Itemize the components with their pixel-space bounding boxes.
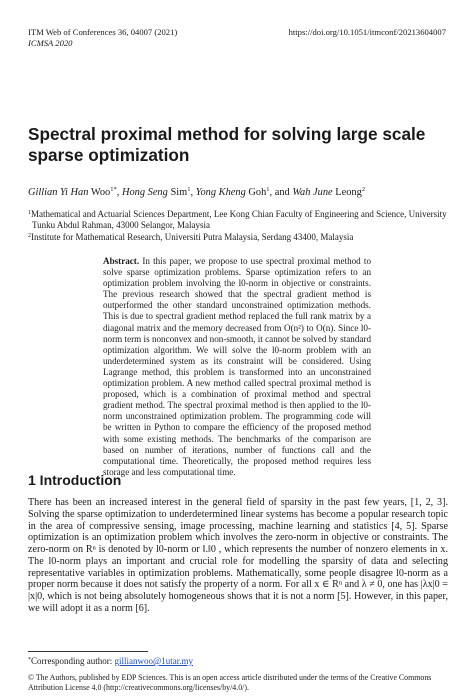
author-affiliation-mark: 2 xyxy=(361,186,366,193)
affiliations xyxy=(28,208,448,243)
author-first-name: Gillian Yi Han xyxy=(28,187,89,198)
affiliation-text: Institute for Mathematical Research, Universiti Putra Malaysia, Serdang 43400, Malaysia xyxy=(31,232,354,242)
license-notice: © The Authors, published by EDP Sciences. This is an open access article distributed under the terms of the Creative Commons Attribution License 4.0 (http://creativecommons.org/licenses/by/4.0/). xyxy=(28,673,432,692)
author-first-name: Hong Seng xyxy=(121,187,168,198)
author-separator: , and xyxy=(269,187,293,198)
author-list xyxy=(28,183,448,199)
author xyxy=(196,187,270,198)
author-last-name: Sim xyxy=(170,187,188,198)
author-first-name: Wah June xyxy=(292,187,333,198)
section-heading: 1 Introduction xyxy=(28,472,122,488)
running-header-left xyxy=(28,27,177,49)
affiliation-number: 1 xyxy=(28,210,31,216)
introduction-text: There has been an increased interest in the general field of sparsity in the past few years, [1, 2, 3]. Solving the sparse optimization to underdetermined linear systems has become a popular research topic in the area of compressive sensing, image processing, machine learning and statistics [4, 5]. Sparse optimization is an optimization problem which involves the zero-norm in objective or constraints. The zero-norm on Rⁿ is denoted by l0-norm or ‖.‖0 , which represents the number of nonzero elements in x. The l0-norm plays an important and crucial role for modelling the sparsity of data and selecting representative variables in optimization problems. Mathematically, some people disagree l0-norm as a proper norm because it does not satisfy the property of a norm. For all x ∈ Rⁿ and λ ≠ 0, one has |λx|0 = |x|0, which is not being absolutely homogeneous shows that it is not a norm [5]. However, in this paper, we will adopt it as a norm [6]. xyxy=(28,497,448,614)
footnote-divider xyxy=(28,651,148,652)
affiliation-text: Mathematical and Actuarial Sciences Department, Lee Kong Chian Faculty of Engineering and Science, University Tunku Abdul Rahman, 43000 Selangor, Malaysia xyxy=(31,209,447,230)
doi-link[interactable]: https://doi.org/10.1051/itmconf/20213604007 xyxy=(288,27,446,37)
affiliation-number: 2 xyxy=(28,233,31,239)
abstract-label: Abstract. xyxy=(103,256,140,266)
author-last-name: Leong xyxy=(335,187,362,198)
conference-name: ICMSA 2020 xyxy=(28,38,73,48)
author-first-name: Yong Kheng xyxy=(195,187,246,198)
author xyxy=(122,187,191,198)
author-separator: , xyxy=(116,187,122,198)
author-affiliation-mark: 1* xyxy=(110,186,117,193)
affiliation xyxy=(28,208,448,231)
abstract xyxy=(103,256,371,478)
author xyxy=(28,187,117,198)
abstract-text: In this paper, we propose to use spectral proximal method to solve sparse optimization problems. Sparse optimization refers to an optimization problem involving the l0-norm in objective or constraints. The previous research showed that the spectral gradient method is outperformed the other standard unconstrained optimization methods. This is due to spectral gradient method replaced the full rank matrix by a diagonal matrix and the memory decreased from O(n²) to O(n). Since l0-norm term is nonconvex and non-smooth, it cannot be solved by standard optimization algorithm. We will solve the l0-norm problem with an underdetermined system as its constraint will be considered. Using Lagrange method, this problem is transformed into an unconstrained optimization problem. A new method called spectral proximal method is proposed, which is a combination of proximal method and spectral gradient method. The spectral proximal method is then applied to the l0-norm unconstrained optimization problem. The programming code will be written in Python to compare the efficiency of the proposed method with some existing methods. The benchmarks of the comparison are based on number of iterations, number of functions call and the computational time. Theoretically, the proposed method requires less storage and less computational time. xyxy=(103,256,371,477)
paper-title: Spectral proximal method for solving large scale sparse optimization xyxy=(28,124,426,165)
author-last-name: Goh xyxy=(248,187,267,198)
footnote xyxy=(28,655,193,667)
journal-citation: ITM Web of Conferences 36, 04007 (2021) xyxy=(28,27,178,37)
author xyxy=(292,187,365,198)
author-last-name: Woo xyxy=(90,187,111,198)
author-separator: , xyxy=(190,187,196,198)
affiliation xyxy=(28,231,448,243)
footnote-mark: * xyxy=(28,657,31,663)
author-email-link[interactable]: gillianwoo@1utar.my xyxy=(114,656,194,666)
footnote-text: Corresponding author: xyxy=(31,656,115,666)
author-affiliation-mark: 1 xyxy=(187,186,191,193)
author-affiliation-mark: 1 xyxy=(266,186,270,193)
